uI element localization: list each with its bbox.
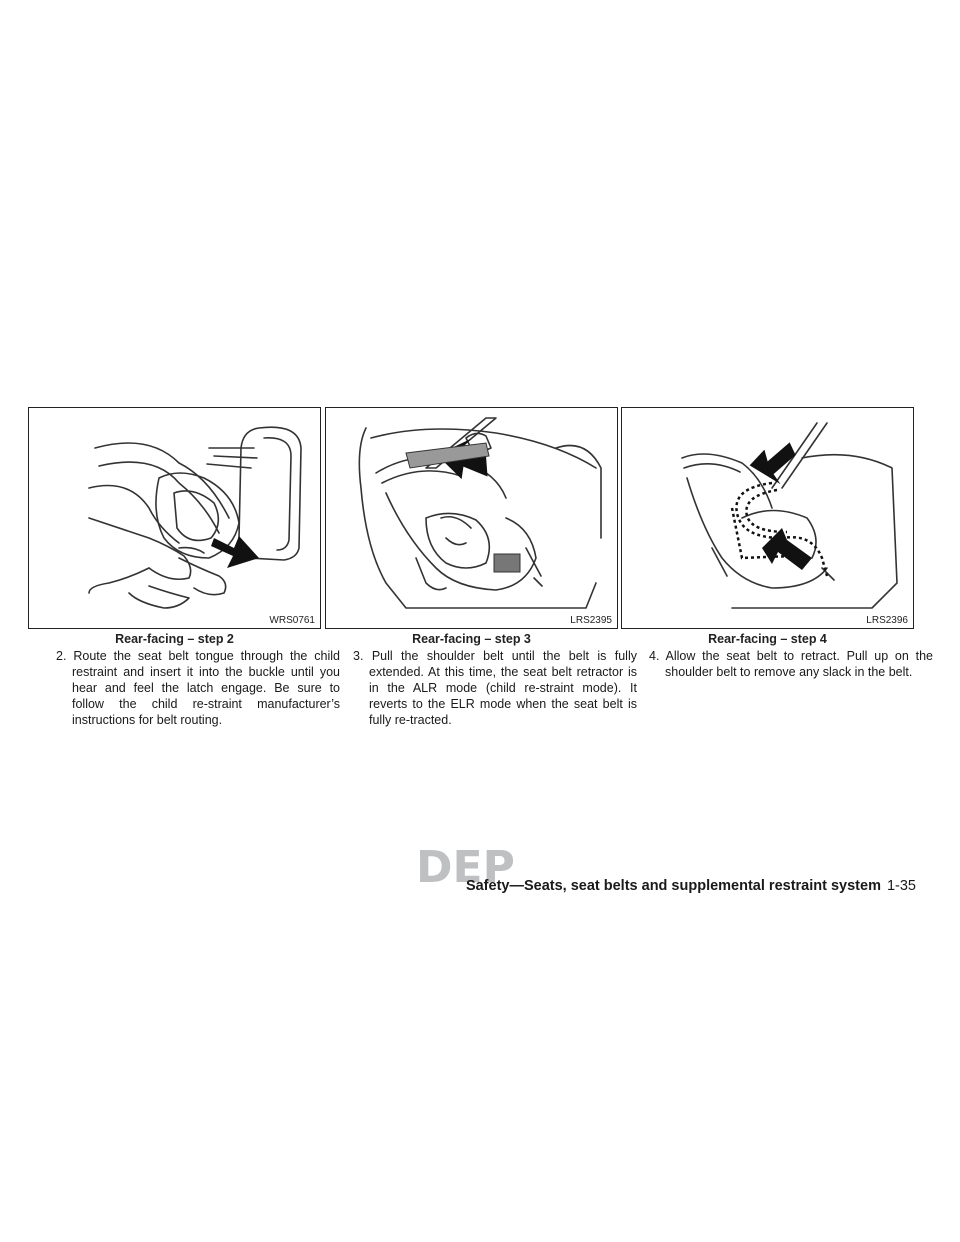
- illustration-pull-shoulder-belt: [326, 408, 617, 628]
- illustration-seat-belt-tongue: [29, 408, 320, 628]
- figure-step-3: [325, 407, 618, 629]
- step-3-text: 3. Pull the shoulder belt until the belt is fully extended. At this time, the seat belt retractor is in the ALR mode (child re-straint mode). It reverts to the ELR mode when the seat belt is fully re-tracted.: [353, 649, 637, 727]
- figure-step-2: [28, 407, 321, 629]
- footer-section-title: Safety—Seats, seat belts and supplemental restraint system: [465, 878, 881, 894]
- step-2-text: 2. Route the seat belt tongue through the child restraint and insert it into the buckle until you hear and feel the latch engage. Be sure to follow the child re-straint manufacturer’s instructions for belt routing.: [56, 649, 340, 727]
- figure-code: LRS2396: [866, 615, 908, 626]
- step-4-text: 4. Allow the seat belt to retract. Pull up on the shoulder belt to remove any slack in the belt.: [649, 649, 933, 679]
- svg-text:DEP: DEP: [416, 842, 515, 890]
- figure-caption: Rear-facing – step 4: [708, 632, 827, 646]
- illustration-retract-belt: [622, 408, 913, 628]
- figure-caption: Rear-facing – step 2: [115, 632, 234, 646]
- figure-step-4: [621, 407, 914, 629]
- page-number: 1-35: [886, 878, 916, 894]
- figure-code: LRS2395: [570, 615, 612, 626]
- figure-caption: Rear-facing – step 3: [412, 632, 531, 646]
- page-footer: [420, 878, 916, 894]
- figure-code: WRS0761: [269, 615, 315, 626]
